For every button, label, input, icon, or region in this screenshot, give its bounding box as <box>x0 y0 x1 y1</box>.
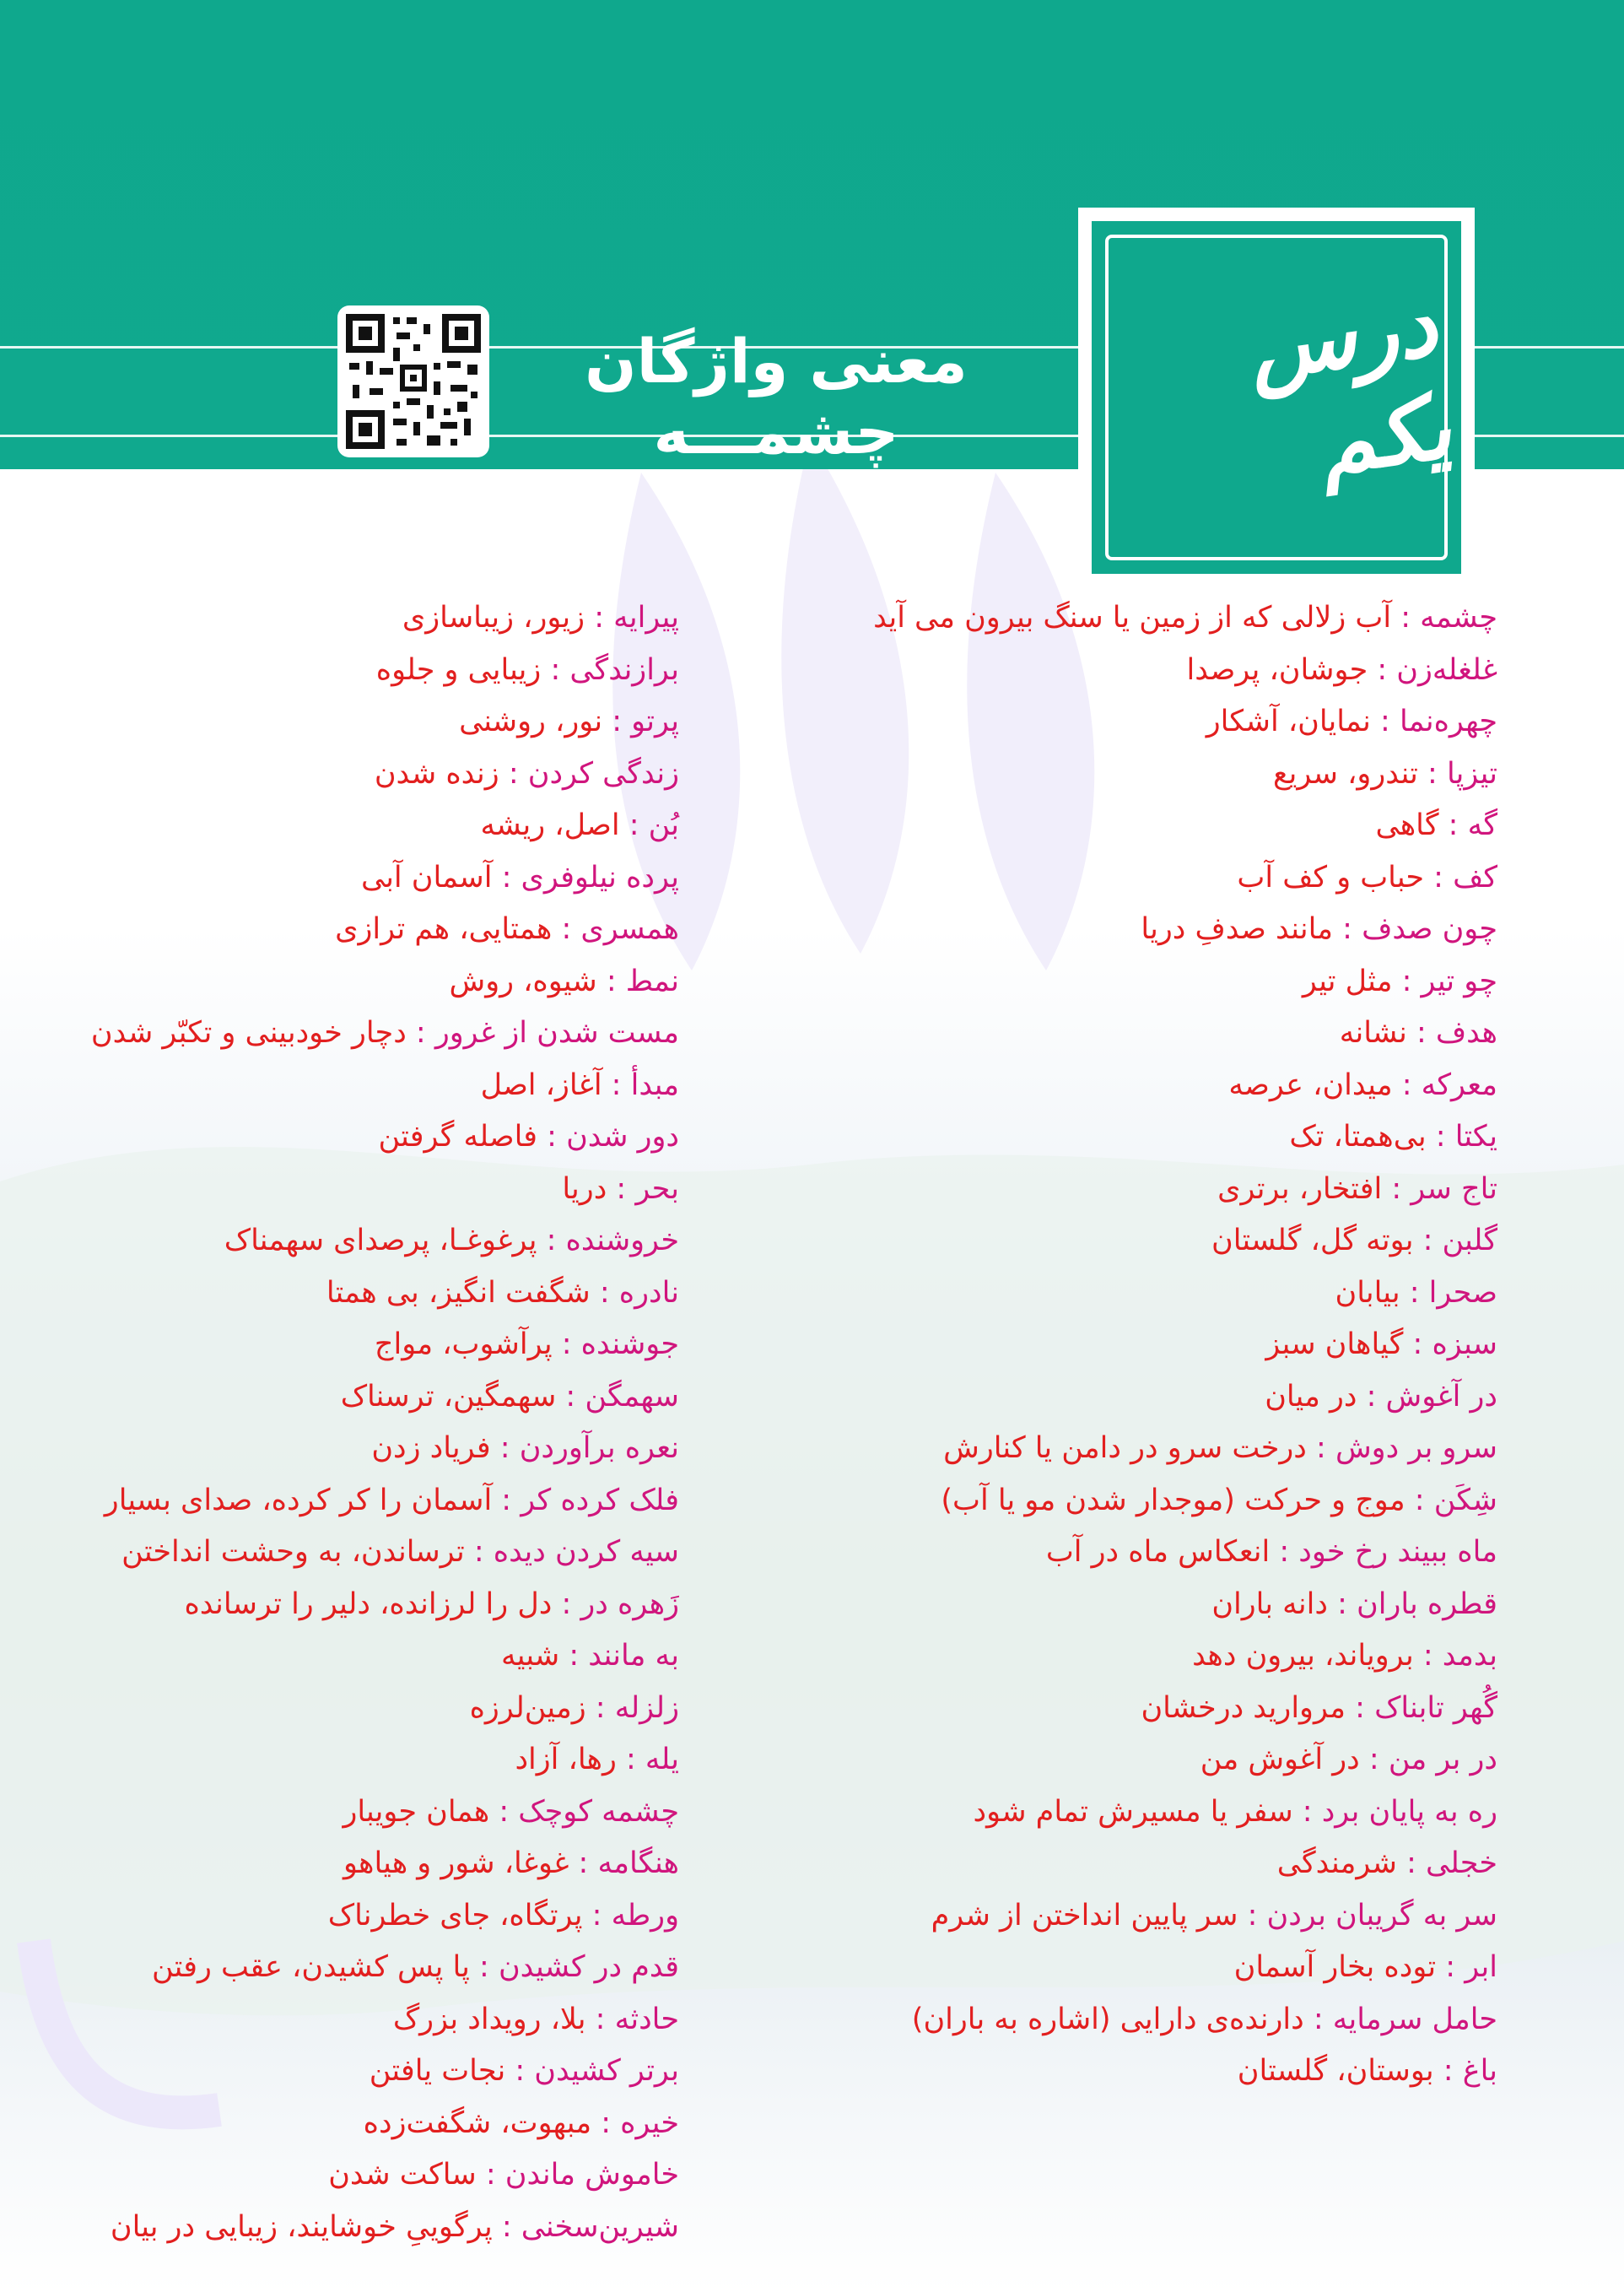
vocab-term: بحر <box>635 1171 679 1206</box>
vocab-definition: زنده شدن <box>374 756 499 791</box>
vocab-definition: آسمان را کر کرده، صدای بسیار <box>104 1483 493 1517</box>
vocab-entry <box>738 1215 1497 1268</box>
vocab-entry <box>738 1942 1497 1994</box>
vocab-separator: : <box>582 1898 612 1933</box>
vocab-separator: : <box>537 1224 566 1257</box>
vocab-definition: سر پایین انداختن از شرم <box>931 1898 1238 1933</box>
vocab-definition: گاهی <box>1375 808 1439 842</box>
vocab-definition: گیاهان سبز <box>1265 1327 1404 1361</box>
vocab-term: گُهر تابناک <box>1374 1690 1497 1725</box>
vocab-entry <box>0 645 679 697</box>
vocab-term: برازندگی <box>569 652 679 687</box>
vocab-entry <box>0 749 679 801</box>
vocab-separator: : <box>541 652 570 687</box>
vocab-definition: نشانه <box>1339 1016 1407 1050</box>
vocab-definition: شرمندگی <box>1276 1846 1397 1880</box>
vocab-separator: : <box>591 2106 621 2140</box>
vocab-entry <box>0 1319 679 1371</box>
vocab-definition: پرغوغـا، پرصدای سهمناک <box>224 1224 537 1257</box>
vocab-entry <box>0 2149 679 2202</box>
vocab-separator: : <box>556 1379 585 1414</box>
vocab-entry <box>0 1423 679 1475</box>
vocab-term: خیره <box>620 2106 679 2140</box>
vocab-definition: مانند صدفِ دریا <box>1141 912 1334 946</box>
vocab-definition: میدان، عرصه <box>1228 1068 1393 1102</box>
vocab-term: کف <box>1453 860 1497 895</box>
vocab-entry <box>0 1579 679 1631</box>
vocab-definition: مبهوت، شگفت‌زده <box>363 2106 592 2140</box>
vocab-entry <box>0 2046 679 2098</box>
vocab-entry <box>738 1268 1497 1320</box>
vocab-entry <box>738 1060 1497 1112</box>
vocab-definition: شیوه، روش <box>449 964 597 998</box>
vocab-entry <box>738 1683 1497 1735</box>
vocab-separator: : <box>1270 1535 1299 1569</box>
vocab-separator: : <box>569 1846 598 1880</box>
vocab-term: معرکه <box>1421 1068 1497 1102</box>
vocab-column-left <box>0 592 679 2253</box>
vocab-separator: : <box>1396 1846 1426 1880</box>
vocab-term: سیه کردن دیده <box>493 1535 679 1569</box>
vocab-separator: : <box>1382 1171 1411 1206</box>
vocab-definition: نمایان، آشکار <box>1206 705 1371 738</box>
vocab-definition: پرگوییِ خوشایند، زیبایی در بیان <box>110 2209 493 2244</box>
vocab-term: در بر من <box>1388 1743 1497 1776</box>
vocab-entry <box>0 1630 679 1683</box>
vocab-entry <box>738 1164 1497 1216</box>
vocab-entry <box>738 1994 1497 2046</box>
vocab-definition: بوستان، گلستان <box>1237 2054 1434 2088</box>
vocab-separator: : <box>1238 1898 1267 1933</box>
vocab-definition: دچار خودبینی و تکبّر شدن <box>90 1016 407 1050</box>
vocab-term: یله <box>645 1743 679 1776</box>
vocab-term: نعره برآوردن <box>519 1431 679 1465</box>
vocab-entry <box>738 1319 1497 1371</box>
vocab-term: تاج سر <box>1411 1171 1497 1206</box>
vocab-term: حادثه <box>614 2002 679 2036</box>
vocab-entry <box>738 1890 1497 1943</box>
vocab-separator: : <box>1391 601 1421 635</box>
vocab-term: دور شدن <box>566 1120 679 1154</box>
vocab-term: بدمد <box>1442 1639 1497 1673</box>
vocab-separator: : <box>1346 1690 1375 1725</box>
vocab-term: مست شدن از غرور <box>434 1016 679 1050</box>
vocab-term: بُن <box>648 808 679 842</box>
vocab-term: خاموش ماندن <box>504 2158 679 2192</box>
vocab-separator: : <box>492 860 521 895</box>
vocab-definition: تندرو، سریع <box>1273 756 1418 791</box>
vocab-definition: مروارید درخشان <box>1141 1690 1346 1725</box>
vocab-definition: همان جویبار <box>343 1794 490 1829</box>
vocab-separator: : <box>1306 1431 1335 1465</box>
vocab-entry <box>738 1527 1497 1579</box>
vocab-separator: : <box>1370 705 1400 738</box>
vocab-entry <box>0 956 679 1008</box>
vocab-definition: ترساندن، به وحشت انداختن <box>121 1535 465 1569</box>
vocab-separator: : <box>1292 1794 1322 1829</box>
vocab-separator: : <box>1426 1120 1455 1154</box>
vocab-entry <box>738 800 1497 852</box>
page-title: معنی واژگان چشمـــه <box>585 326 968 468</box>
vocab-separator: : <box>492 1483 521 1517</box>
vocab-separator: : <box>464 1535 494 1569</box>
vocab-term: سبزه <box>1432 1327 1497 1361</box>
vocab-entry <box>0 1734 679 1787</box>
vocab-entry <box>738 1475 1497 1527</box>
vocab-definition: افتخار، برتری <box>1217 1171 1383 1206</box>
vocab-entry <box>0 852 679 905</box>
vocab-definition: دارنده‌ی دارایی (اشاره به باران) <box>911 2002 1304 2036</box>
vocab-separator: : <box>1392 964 1422 998</box>
vocab-term: فلک کرده کر <box>521 1483 679 1517</box>
vocab-term: چشمه کوچک <box>518 1794 679 1829</box>
vocab-entry <box>738 592 1497 645</box>
vocab-term: قدم در کشیدن <box>498 1950 679 1984</box>
vocab-definition: حباب و کف آب <box>1237 860 1425 895</box>
vocab-entry <box>0 592 679 645</box>
vocab-separator: : <box>499 756 528 791</box>
vocab-column-right <box>738 592 1497 2098</box>
vocab-definition: غوغا، شور و هیاهو <box>343 1846 569 1880</box>
vocab-term: صحرا <box>1428 1275 1497 1310</box>
vocab-separator: : <box>585 2002 615 2036</box>
vocab-definition: نور، روشنی <box>459 705 603 738</box>
vocab-term: پرتو <box>631 705 679 738</box>
vocab-separator: : <box>406 1016 435 1050</box>
vocab-separator: : <box>1417 756 1447 791</box>
vocab-definition: نجات یافتن <box>369 2054 506 2088</box>
vocab-separator: : <box>1392 1068 1422 1102</box>
vocab-definition: دانه باران <box>1211 1587 1328 1621</box>
vocab-term: نادره <box>618 1275 679 1310</box>
vocab-separator: : <box>616 1743 645 1776</box>
vocab-definition: شگفت انگیز، بی همتا <box>326 1275 591 1310</box>
vocab-separator: : <box>596 964 626 998</box>
vocab-separator: : <box>1424 860 1454 895</box>
vocab-term: پیرایه <box>613 601 679 635</box>
vocab-separator: : <box>1413 1639 1443 1673</box>
vocab-separator: : <box>1359 1743 1389 1776</box>
vocab-term: چهره‌نما <box>1399 705 1497 738</box>
vocab-entry <box>738 1371 1497 1424</box>
vocab-definition: شبیه <box>501 1639 560 1673</box>
vocab-entry <box>738 1111 1497 1164</box>
vocab-separator: : <box>1328 1587 1357 1621</box>
vocab-term: برتر کشیدن <box>534 2054 679 2088</box>
vocab-entry <box>0 1994 679 2046</box>
vocab-entry <box>0 1215 679 1268</box>
vocab-term: زلزله <box>614 1690 679 1725</box>
vocab-definition: در آغوش من <box>1200 1743 1360 1776</box>
vocab-term: هنگامه <box>597 1846 679 1880</box>
vocab-separator: : <box>476 2158 505 2192</box>
vocab-term: پرده نیلوفری <box>521 860 679 895</box>
vocab-definition: آغاز، اصل <box>480 1068 602 1102</box>
vocab-term: جوشنده <box>580 1327 679 1361</box>
vocab-term: در آغوش <box>1385 1379 1497 1414</box>
vocab-definition: سفر یا مسیرش تمام شود <box>973 1794 1293 1829</box>
vocab-entry <box>738 749 1497 801</box>
vocab-definition: اصل، ریشه <box>480 808 620 842</box>
vocab-separator: : <box>619 808 649 842</box>
vocab-separator: : <box>1433 2054 1463 2088</box>
vocab-definition: سهمگین، ترسناک <box>340 1379 557 1414</box>
vocab-term: ورطه <box>611 1898 679 1933</box>
vocab-separator: : <box>607 1171 636 1206</box>
vocab-entry <box>0 1890 679 1943</box>
vocab-definition: انعکاس ماه در آب <box>1045 1535 1271 1569</box>
vocab-term: همسری <box>580 912 679 946</box>
vocab-term: باغ <box>1462 2054 1497 2088</box>
vocab-definition: دل را لرزانده، دلیر را ترسانده <box>184 1587 553 1621</box>
vocab-separator: : <box>552 1327 581 1361</box>
qr-code[interactable] <box>337 305 489 457</box>
vocab-term: قطره باران <box>1357 1587 1497 1621</box>
vocab-entry <box>0 800 679 852</box>
vocab-separator: : <box>1403 1327 1432 1361</box>
vocab-definition: زیبایی و جلوه <box>375 652 542 687</box>
vocab-term: ماه ببیند رخ خود <box>1298 1535 1497 1569</box>
vocab-separator: : <box>1357 1379 1386 1414</box>
vocab-separator: : <box>1333 912 1362 946</box>
vocab-term: چو تیر <box>1421 964 1497 998</box>
vocab-term: شِکَن <box>1433 1483 1497 1517</box>
vocab-definition: درخت سرو در دامن یا کنارش <box>943 1431 1307 1465</box>
vocab-separator: : <box>1405 1483 1434 1517</box>
vocab-entry <box>738 2046 1497 2098</box>
vocab-separator: : <box>602 1068 631 1102</box>
vocab-definition: پا پس کشیدن، عقب رفتن <box>152 1950 470 1984</box>
vocab-term: نمط <box>625 964 679 998</box>
vocab-term: یکتا <box>1454 1120 1497 1154</box>
vocab-term: خجلی <box>1426 1846 1497 1880</box>
vocab-entry <box>0 1475 679 1527</box>
vocab-term: سر به گریبان بردن <box>1266 1898 1497 1933</box>
vocab-term: چشمه <box>1420 601 1497 635</box>
vocab-definition: جوشان، پرصدا <box>1186 652 1368 687</box>
vocab-separator: : <box>469 1950 499 1984</box>
vocab-definition: زمین‌لرزه <box>469 1690 586 1725</box>
vocab-separator: : <box>602 705 632 738</box>
vocab-definition: پرتگاه، جای خطرناک <box>327 1898 583 1933</box>
vocab-entry <box>738 1787 1497 1839</box>
vocab-definition: پرآشوب، مواج <box>374 1327 553 1361</box>
vocab-separator: : <box>1436 1950 1465 1984</box>
vocab-term: هدف <box>1435 1016 1497 1050</box>
vocab-definition: فریاد زدن <box>371 1431 491 1465</box>
vocab-definition: بیابان <box>1335 1275 1400 1310</box>
vocab-entry <box>738 645 1497 697</box>
vocab-separator: : <box>585 601 614 635</box>
vocab-definition: زیور، زیباسازی <box>402 601 585 635</box>
vocab-separator: : <box>1303 2002 1333 2036</box>
vocab-term: مبدأ <box>630 1068 679 1102</box>
vocab-separator: : <box>1413 1224 1443 1257</box>
vocab-definition: همتایی، هم ترازی <box>335 912 553 946</box>
vocab-separator: : <box>552 912 581 946</box>
vocab-entry <box>0 1942 679 1994</box>
vocab-separator: : <box>492 2209 521 2244</box>
vocab-entry <box>0 1060 679 1112</box>
vocab-entry <box>0 904 679 956</box>
vocab-term: تیزپا <box>1446 756 1497 791</box>
vocab-term: ره به پایان برد <box>1321 1794 1497 1829</box>
lesson-badge-frame <box>1105 235 1458 560</box>
vocab-separator: : <box>490 1431 520 1465</box>
vocab-definition: در میان <box>1265 1379 1357 1414</box>
vocab-term: سرو بر دوش <box>1335 1431 1497 1465</box>
vocab-term: گه <box>1467 808 1497 842</box>
vocab-term: زَهره در <box>580 1587 679 1621</box>
vocab-entry <box>738 1423 1497 1475</box>
vocab-entry <box>738 1630 1497 1683</box>
vocab-entry <box>0 2098 679 2150</box>
vocab-term: گلبن <box>1442 1224 1497 1257</box>
vocab-definition: رها، آزاد <box>515 1743 617 1776</box>
vocab-entry <box>0 696 679 749</box>
vocab-entry <box>738 1734 1497 1787</box>
vocab-definition: فاصله گرفتن <box>378 1120 538 1154</box>
vocab-separator: : <box>1400 1275 1429 1310</box>
vocab-definition: بی‌همتا، تک <box>1289 1120 1427 1154</box>
vocab-entry <box>738 956 1497 1008</box>
lesson-badge <box>1078 208 1475 587</box>
vocab-entry <box>0 1838 679 1890</box>
vocab-term: خروشنده <box>565 1224 679 1257</box>
vocab-separator: : <box>559 1639 589 1673</box>
vocab-entry <box>0 1787 679 1839</box>
vocab-term: سهمگن <box>585 1379 679 1414</box>
vocab-definition: ساکت شدن <box>328 2158 477 2192</box>
vocab-term: چون صدف <box>1362 912 1497 946</box>
vocab-entry <box>738 1579 1497 1631</box>
vocab-definition: مثل تیر <box>1302 964 1393 998</box>
vocab-term: زندگی کردن <box>527 756 679 791</box>
vocab-definition: موج و حرکت (موجدار شدن مو یا آب) <box>941 1483 1405 1517</box>
vocab-term: غلغله‌زن <box>1396 652 1497 687</box>
vocab-term: ابر <box>1465 1950 1497 1984</box>
vocab-entry <box>0 1683 679 1735</box>
vocab-separator: : <box>552 1587 581 1621</box>
vocab-entry <box>0 1527 679 1579</box>
vocab-definition: آب زلالی که از زمین یا سنگ بیرون می آید <box>873 601 1392 635</box>
vocab-separator: : <box>1368 652 1397 687</box>
vocab-definition: آسمان آبی <box>361 860 493 895</box>
vocab-separator: : <box>585 1690 615 1725</box>
vocab-entry <box>0 1164 679 1216</box>
lesson-badge-label: درس یکم <box>1241 271 1458 495</box>
vocab-separator: : <box>1438 808 1468 842</box>
vocab-definition: توده بخار آسمان <box>1233 1950 1437 1984</box>
vocab-entry <box>738 904 1497 956</box>
vocab-entry <box>738 696 1497 749</box>
qr-code-icon <box>346 314 481 449</box>
vocab-entry <box>0 1111 679 1164</box>
vocab-separator: : <box>489 1794 519 1829</box>
vocab-entry <box>738 1838 1497 1890</box>
vocab-definition: برویاند، بیرون دهد <box>1192 1639 1414 1673</box>
vocab-entry <box>0 1371 679 1424</box>
vocab-entry <box>0 2202 679 2254</box>
vocab-entry <box>0 1008 679 1060</box>
vocab-separator: : <box>537 1120 567 1154</box>
vocab-definition: دریا <box>562 1171 607 1206</box>
vocab-term: شیرین‌سخنی <box>521 2209 679 2244</box>
vocab-term: حامل سرمایه <box>1332 2002 1497 2036</box>
vocab-definition: بوته گل، گلستان <box>1211 1224 1414 1257</box>
vocab-separator: : <box>505 2054 535 2088</box>
vocab-definition: بلا، رویداد بزرگ <box>392 2002 586 2036</box>
vocab-entry <box>738 852 1497 905</box>
vocab-entry <box>0 1268 679 1320</box>
vocab-separator: : <box>590 1275 619 1310</box>
vocab-term: به مانند <box>588 1639 679 1673</box>
vocab-separator: : <box>1406 1016 1436 1050</box>
vocab-entry <box>738 1008 1497 1060</box>
